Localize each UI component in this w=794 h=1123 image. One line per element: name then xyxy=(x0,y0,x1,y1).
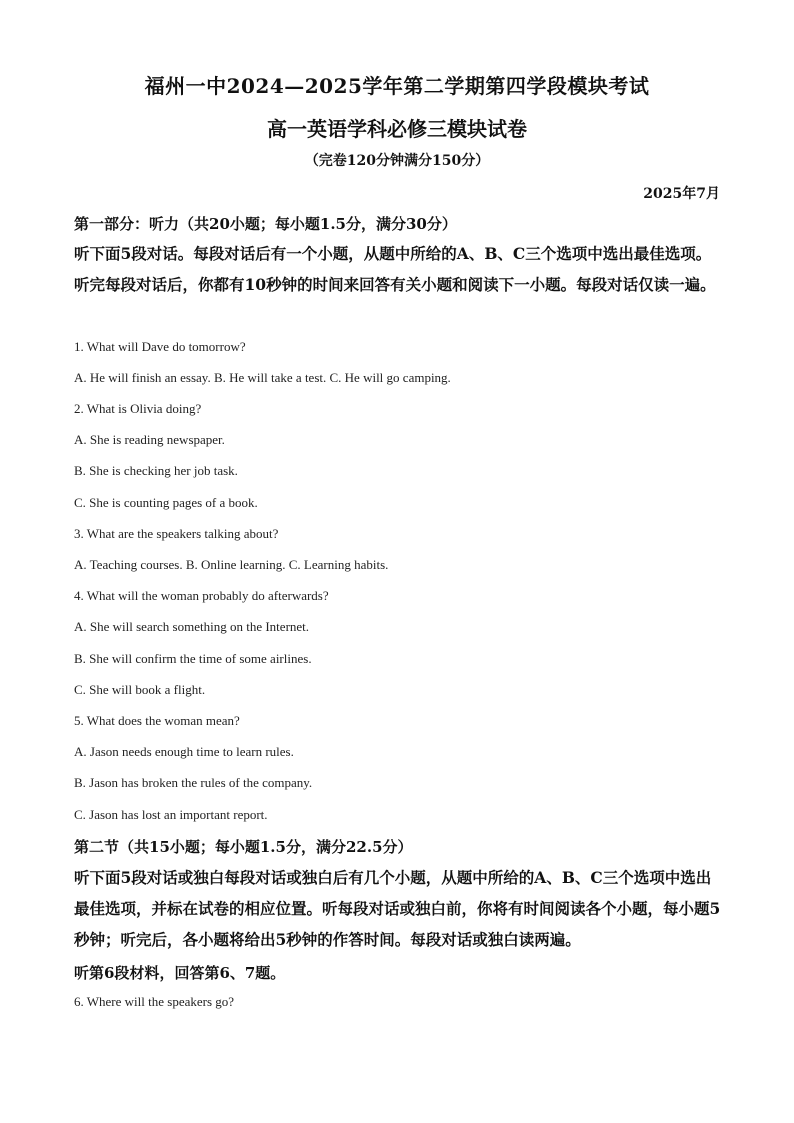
question-4-option-a: A. She will search something on the Internet. xyxy=(74,619,310,634)
question-2-option-c: C. She is counting pages of a book. xyxy=(74,495,258,510)
material-6-heading: 听第6段材料，回答第6、7题。 xyxy=(74,964,286,982)
question-5-option-a: A. Jason needs enough time to learn rules. xyxy=(74,744,294,759)
exam-date: 2025年7月 xyxy=(643,186,720,202)
question-4-option-b: B. She will confirm the time of some airlines. xyxy=(74,651,312,666)
question-2-option-b: B. She is checking her job task. xyxy=(74,463,238,478)
question-4-stem: 4. What will the woman probably do afterwards? xyxy=(74,588,329,603)
exam-subtitle-course: 高一英语学科必修三模块试卷 xyxy=(267,117,527,141)
exam-duration-score: （完卷120分钟满分150分） xyxy=(304,153,490,169)
question-4-option-c: C. She will book a flight. xyxy=(74,682,206,697)
question-2-stem: 2. What is Olivia doing? xyxy=(74,401,202,416)
question-3-stem: 3. What are the speakers talking about? xyxy=(74,526,279,541)
question-3-options: A. Teaching courses. B. Online learning. C. Learning habits. xyxy=(74,557,389,572)
question-5-option-c: C. Jason has lost an important report. xyxy=(74,807,268,822)
part2-heading: 第二节（共15小题；每小题1.5分，满分22.5分） xyxy=(74,838,413,856)
part1-heading: 第一部分：听力（共20小题；每小题1.5分，满分30分） xyxy=(74,215,457,233)
part2-instruction: 听下面5段对话或独白每段对话或独白后有几个小题，从题中所给的A、B、C三个选项中选出最佳选项，并标在试卷的相应位置。听每段对话或独白前，你将有时间阅读各个小题，每小题5秒钟；听完后，各小题将给出5秒钟的作答时间。每段对话或独白读两遍。 xyxy=(74,868,721,949)
question-1-options: A. He will finish an essay. B. He will take a test. C. He will go camping. xyxy=(74,370,451,385)
question-1-stem: 1. What will Dave do tomorrow? xyxy=(74,339,246,354)
question-5-option-b: B. Jason has broken the rules of the company. xyxy=(74,775,313,790)
question-2-option-a: A. She is reading newspaper. xyxy=(74,432,225,447)
question-6-stem: 6. Where will the speakers go? xyxy=(74,994,235,1009)
exam-title: 福州一中2024—2025学年第二学期第四学段模块考试 xyxy=(144,74,650,98)
question-5-stem: 5. What does the woman mean? xyxy=(74,713,240,728)
part1-instruction: 听下面5段对话。每段对话后有一个小题，从题中所给的A、B、C三个选项中选出最佳选项。听完每段对话后，你都有10秒钟的时间来回答有关小题和阅读下一小题。每段对话仅读一遍。 xyxy=(74,244,716,294)
